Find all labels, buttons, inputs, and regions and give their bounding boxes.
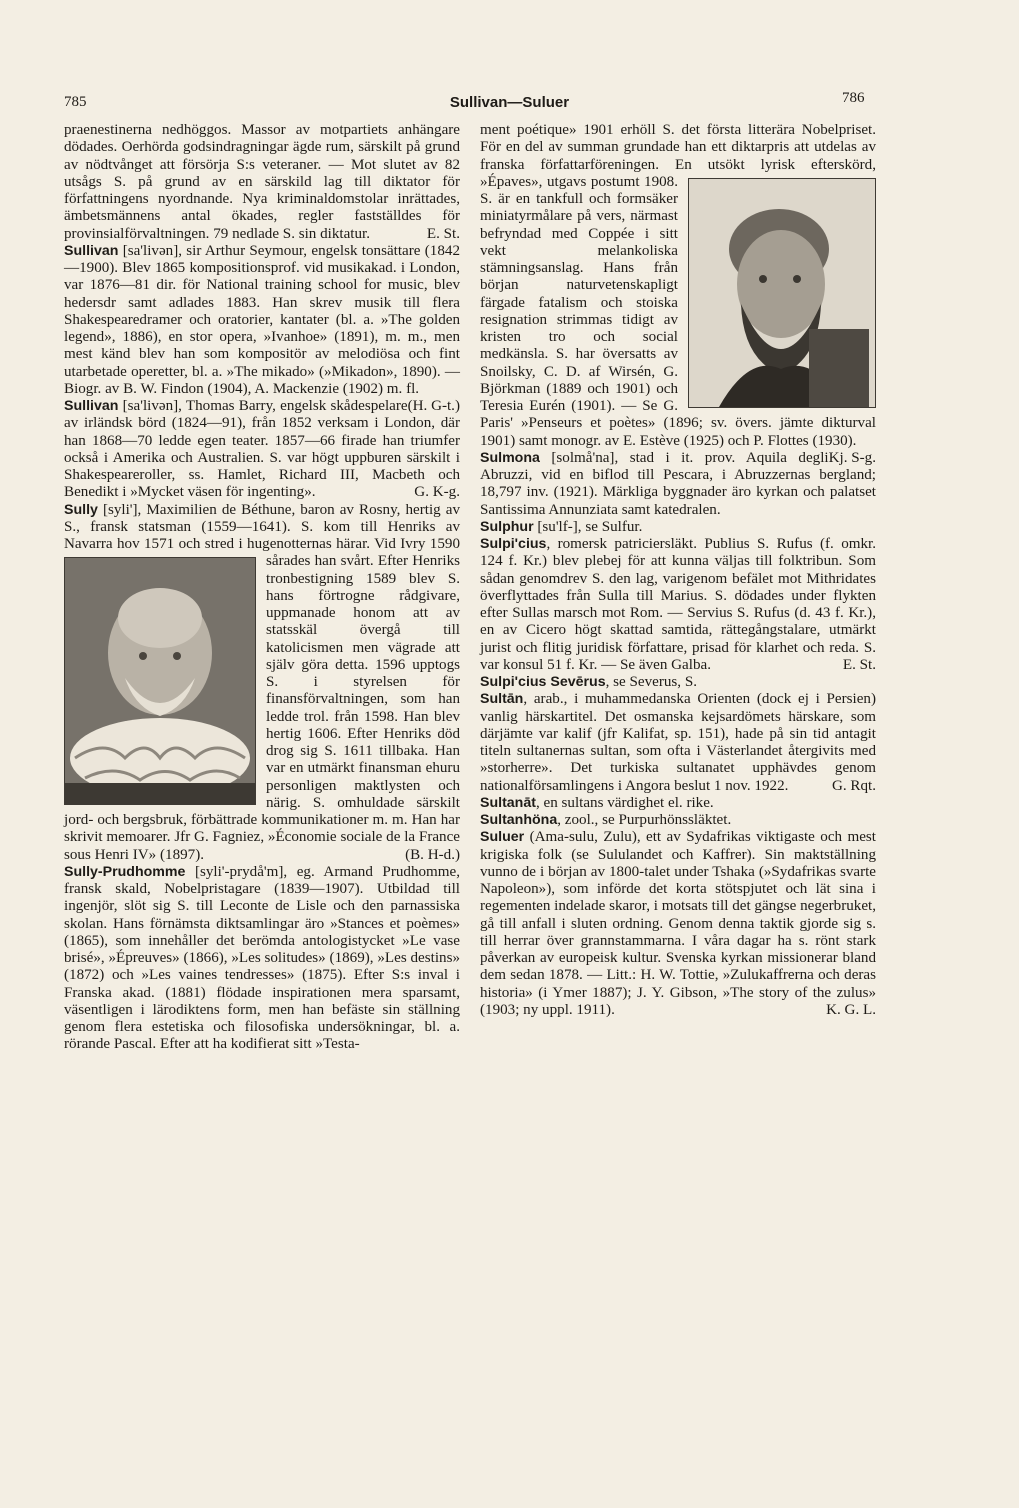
headword: Sultanhöna	[480, 812, 558, 828]
entry-sullivan-arthur: Sullivan [sa'livən], sir Arthur Seymour, engelsk tonsättare (1842—1900). Blev 1865 kompositionsprof. vid musikakad. i London, var 1876—81 dir. för National training school for music, blev hedersdr samt adlades 1883. Han skrev musik till flera Shakespearedramer och oratorier, kantater (bl. a. »The golden legend», 1886), en stor opera, »Ivanhoe» (1891), m. m., men mest känd blev han som kompositör av melodiösa och fint utarbetade operetter, bl. a. »The mikado» (»Mikadon», 1890). — Biogr. av B. W. Findon (1904), A. Mackenzie (1902) m. fl. (H. G-t.)	[64, 242, 460, 414]
paragraph-sulla-end: praenestinerna nedhöggos. Massor av motpartiets anhängare dödades. Oerhörda godsindragningar ägde rum, särskilt på grund av nödtvånget att försörja S:s veteraner. — Mot slutet av 82 utsågs S. på grund av en särskild lag till diktator för författningens nyordnande. Nya kriminaldomstolar inrättades, ämbetsmännens antal ökades, regler fastställdes för provinsialförvaltningen. 79 nedlade S. sin diktatur. E. St.	[64, 122, 460, 242]
left-column	[64, 122, 460, 1054]
page-header	[0, 90, 1019, 120]
signature: E. St.	[426, 225, 460, 242]
headword: Sulmona	[480, 449, 540, 466]
portrait-sully-image	[64, 557, 256, 805]
headword: Sullivan	[64, 398, 119, 414]
entry-sulpicius-severus: Sulpi'cius Sevērus, se Severus, S.	[480, 674, 698, 690]
signature: Kj. S-g.	[828, 449, 876, 466]
entry-sulpicius: Sulpi'cius, romersk patriciersläkt. Publius S. Rufus (f. omkr. 124 f. Kr.) blev plebej för att kunna väljas till folktribun. Som sådan genomdrev S. den lag, varigenom befälet mot Mithridates överflyttades från Sulla till Marius. S. dödades under flykten efter Sullas marsch mot Rom. — Servius S. Rufus (d. 43 f. Kr.), en av Cicero högt skattad samtida, rättegångstalare, utmärkt jurist och flitig juridisk författare, prisad för klarhet och reda. S. var konsul 51 f. Kr. — Se även Galba. E. St.	[480, 536, 876, 673]
paragraph-sully-prudhomme-cont: ment poétique» 1901 erhöll S. det första litterära Nobelpriset. För en del av summan grundade han ett diktarpris att utdelas av franska författarföreningen. En utsökt lyrisk efterskörd, »Épaves», utgavs postumt 1908. S. är en tankfull och formsäker miniatyrmålare på vers, närmast befryndad med Coppée i sitt vekt melankoliska stämningsanslag. Hans från början naturvetenskapligt färgade fatalism och stoiska resignation strimmas tidigt av kristen tro och social medkänsla. S. har översatts av Snoilsky, C. D. af Wirsén, G. Björkman (1889 och 1901) och Teresia Eurén (1901). — Se G. Paris' »Penseurs et poètes» (1896; sv. övers. jämte dikturval 1901) samt monogr. av E. Estève (1925) och P. Flottes (1930). Kj. S-g.	[480, 122, 876, 466]
headword: Sultanāt	[480, 794, 536, 811]
signature: K. G. L.	[826, 1001, 876, 1018]
entry-sulphur: Sulphur [su'lf-], se Sulfur.	[480, 518, 643, 535]
page-number-right: 786	[842, 90, 865, 106]
portrait-sully-prudhomme-image	[688, 178, 876, 408]
signature: (H. G-t.)	[407, 398, 460, 414]
signature: G. Rqt.	[831, 777, 876, 794]
entry-sultan: Sultān, arab., i muhammedanska Orienten (dock ej i Persien) vanlig härskartitel. Det osmanska kejsardömets härskare, som därjämte var kalif (jfr Kalifat, sp. 151), hade på sin tid antagit titeln sultanernas sultan, som ofta i Västerlandet återgivits med »storherre». Det turkiska sultanatet upphävdes genom nationalförsamlingens i Angora beslut 1 nov. 1922. G. Rqt.	[480, 691, 876, 794]
signature: (B. H-d.)	[405, 846, 460, 863]
entry-sully: Sully [syli'], Maximilien de Béthune, baron av Rosny, hertig av S., fransk statsman (1559—1641). S. kom till Henriks av Navarra hov 1571 och stred i hugenotternas härar. Vid Ivry 1590 sårades han svårt. Efter Henriks tronbestigning 1589 blev S. hans förtrogne rådgivare, uppmanade honom att av statsskäl övergå till katolicismen men vägrade att själv göra detta. 1596 upptogs S. i styrelsen för finansförvaltningen, som han ledde trol. från 1598. Han blev hertig 1606. Efter Henriks död drog sig S. 1611 tillbaka. Han var en utmärkt finansman ehuru personligen maktlysten och närig. S. omhuldade särskilt jord- och bergsbruk, förbättrade kommunikationer m. m. Han har skrivit memoarer. Jfr G. Fagniez, »Économie sociale de la France sous Henri IV» (1897). (B. H-d.)	[64, 501, 460, 863]
running-title: Sullivan—Suluer	[449, 94, 570, 111]
right-column	[480, 122, 876, 1019]
signature: E. St.	[842, 656, 876, 673]
headword: Sully	[64, 501, 98, 518]
headword: Sullivan	[64, 242, 119, 259]
headword: Sultān	[480, 691, 524, 708]
headword: Suluer	[480, 829, 525, 846]
entry-suluer: Suluer (Ama-sulu, Zulu), ett av Sydafrikas viktigaste och mest krigiska folk (se Sululandet och Kaffrer). Sin maktställning vunno de i början av 1800-talet under Tshaka (»Sydafrikas svarte Napoleon»), som införde det korta stötspjutet och lät sina i regementen indelade skaror, i motsats till det gängse negerbruket, gå till anfall i sluten ordning. Genom denna taktik gjorde sig s. till herrar över grannstammarna. I våra dagar ha s. rönt stark påverkan av europeisk kultur. Svenska kyrkan missionerar bland dem sedan 1878. — Litt.: H. W. Tottie, »Zulukaffrerna och deras historia» (i Ymer 1887); J. Y. Gibson, »The story of the zulus» (1903; ny uppl. 1911). K. G. L.	[480, 829, 876, 1018]
entry-sultanat: Sultanāt, en sultans värdighet el. rike.	[480, 794, 714, 811]
signature: G. K-g.	[414, 484, 460, 501]
headword: Sulpi'cius	[480, 536, 547, 552]
headword: Sulphur	[480, 518, 534, 535]
page-number-left: 785	[64, 94, 87, 110]
entry-sullivan-thomas: Sullivan [sa'livən], Thomas Barry, engelsk skådespelare av irländsk börd (1824—91), från 1852 verksam i London, där han 1868—70 ledde egen teater. 1857—66 firade han triumfer också i Amerika och Australien. S. var högt uppburen särskilt i Shakespeareroller, ss. Hamlet, Richard III, Macbeth och Benedikt i »Mycket väsen för ingenting». G. K-g.	[64, 398, 460, 501]
entry-sulmona: Sulmona [solmå'na], stad i it. prov. Aquila degli Abruzzi, vid en biflod till Pescara, i Abruzzernas bergland; 18,797 inv. (1921). Märkliga byggnader äro kyrkan och palatset Santissima Annunziata samt katedralen.	[480, 449, 876, 518]
entry-sully-prudhomme: Sully-Prudhomme [syli'-prydå'm], eg. Armand Prudhomme, fransk skald, Nobelpristagare (1839—1907). Utbildad till ingenjör, slöt sig S. till Leconte de Lisle och den parnassiska skolan. Hans förnämsta diktsamlingar äro »Stances et poèmes» (1865), som innehåller det berömda antologistycket »Le vase brisé», »Épreuves» (1866), »Les solitudes» (1869), »Les destins» (1872) och »Les vaines tendresses» (1875). Efter S:s inval i Franska akad. (1881) flödade inspirationen mera sparsamt, väsentligen i lärodiktens form, men han befäste sin ställning genom flera estetiska och filosofiska undersökningar, bl. a. rörande Pascal. Efter att ha kodifierat sitt »Testa-	[64, 863, 460, 1053]
entry-sultanhona: Sultanhöna, zool., se Purpurhönssläktet.	[480, 812, 732, 828]
headword: Sully-Prudhomme	[64, 863, 186, 880]
headword: Sulpi'cius Sevērus	[480, 674, 606, 690]
